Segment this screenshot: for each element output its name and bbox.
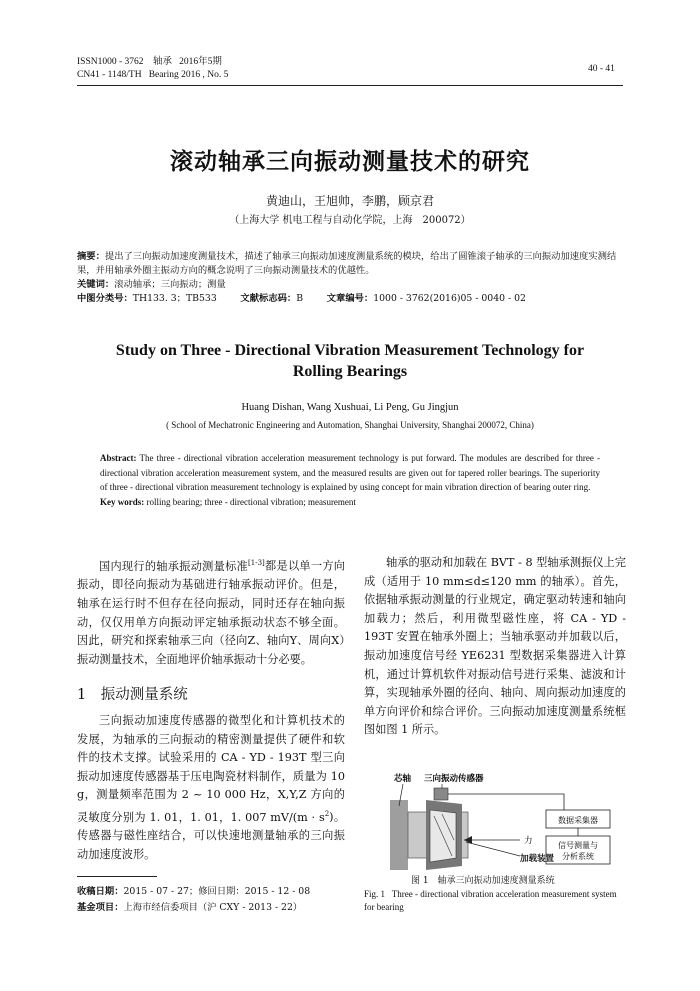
label-loading-device: 加载装置 (520, 854, 555, 864)
journal-name-cn: 轴承 (153, 57, 173, 67)
header-rule (77, 85, 623, 86)
keywords-en-label: Key words: (100, 496, 145, 507)
authors-cn: 黄迪山，王旭帅，李鹏，顾京君 (265, 194, 434, 208)
section-1-heading: 1 振动测量系统 (77, 687, 188, 703)
journal-header-left (77, 56, 228, 82)
signal-wire (448, 794, 564, 810)
figure-1-caption-en-text: Three - directional vibration acceleration measurement system for bearing (364, 889, 617, 912)
abstract-cn-label: 摘要： (77, 251, 105, 262)
box-analysis-label-1: 信号测量与 (558, 841, 598, 850)
intro-text-a: 国内现行的轴承振动测量标准 (99, 559, 249, 573)
clc-value: TH133. 3；TB533 (132, 293, 217, 304)
figure-1-caption-en (364, 888, 626, 914)
right-paragraph-text: 轴承的驱动和加载在 BVT - 8 型轴承测振仪上完成（适用于 10 mm≤d≤120 mm 的轴承）。首先，依据轴承振动测量的行业规定，确定驱动转速和轴向加载力；然后，利用微型磁性座，将 CA - YD - 193T 安置在轴承外圈上；当轴承驱动并加载以后，振动加速度信号经 YE6231 型数据采集器进入计算机，通过计算机软件对振动信号进行采集、滤波和计算，实现轴承外圈的径向、轴向、周向振动加速度的单方向评价和综合评价。三向振动加速度测量系统框图如图 1 所示。 (364, 556, 626, 737)
footnote (77, 884, 310, 916)
figure-1-caption-cn: 图 1 轴承三向振动加速度测量系统 (411, 876, 555, 886)
article-no-label: 文章编号： (326, 293, 374, 304)
loading-leader (464, 840, 524, 860)
sensor-block (434, 788, 448, 800)
label-sensor: 三向振动传感器 (424, 774, 484, 784)
box-data-collector-label: 数据采集器 (558, 816, 598, 825)
intro-paragraph (77, 554, 345, 669)
footnote-rule (77, 876, 157, 877)
cn-number: CN41 - 1148/TH (77, 70, 142, 80)
doc-code-value: B (296, 293, 304, 304)
issue-cn: 2016年5期 (179, 57, 222, 67)
authors-en: Huang Dishan, Wang Xushuai, Li Peng, Gu Jingjun (241, 402, 459, 413)
box-analysis-label-2: 分析系统 (562, 852, 594, 861)
spindle-left (390, 800, 408, 870)
title-cn: 滚动轴承三向振动测量技术的研究 (170, 148, 530, 175)
title-en-line2: Rolling Bearings (292, 363, 408, 380)
label-spindle: 芯轴 (394, 774, 412, 784)
page-range: 40 - 41 (588, 64, 615, 74)
issn: ISSN1000 - 3762 (77, 57, 144, 67)
force-label: 力 (524, 836, 533, 846)
abstract-cn-text: 提出了三向振动加速度测量技术，描述了轴承三向振动加速度测量系统的模块，给出了圆锥滚子轴承的三向振动加速度实测结果，并用轴承外圈主振动方向的概念说明了三向振动测量技术的优越性。 (77, 251, 617, 276)
section-1-paragraph (77, 712, 345, 864)
fund-label: 基金项目： (77, 902, 124, 913)
keywords-en: rolling bearing; three - directional vibration; measurement (144, 496, 356, 507)
abstract-en (100, 451, 600, 509)
affiliation-cn: （上海大学 机电工程与自动化学院，上海 200072） (229, 215, 471, 226)
title-en (60, 340, 640, 382)
article-no-value: 1000 - 3762(2016)05 - 0040 - 02 (373, 293, 526, 304)
doc-code-label: 文献标志码： (240, 293, 297, 304)
abstract-en-label: Abstract: (100, 453, 137, 463)
intro-ref: [1-3] (248, 559, 265, 567)
keywords-cn-label: 关键词： (77, 279, 115, 290)
title-en-line1: Study on Three - Directional Vibration Measurement Technology for (115, 342, 585, 359)
sec1-sup: 2 (324, 809, 330, 818)
intro-text-b: 都是以单一方向振动，即径向振动为基础进行轴承振动评价。但是，轴承在运行时不但存在径向振动，同时还存在轴向振动，仅仅用单方向振动评定轴承振动状态不够全面。因此，研究和探索轴承三向（径向Z、轴向Y、周向X）振动测量技术，全面地评价轴承振动十分必要。 (77, 559, 345, 666)
figure-1-label-en: Fig. 1 (364, 889, 386, 899)
abstract-en-text: The three - directional vibration acceleration measurement technology is put forward. The modules are described for three - directional vibration acceleration measurement system, and the measured results are given out for tapered roller bearings. The superiority of three - directional vibration measurement technology is explained by using concept for main vibration direction of bearing outer ring. (100, 453, 600, 492)
clc-label: 中图分类号： (77, 293, 133, 304)
sec1-text-a: 三向振动加速度传感器的微型化和计算机技术的发展，为轴承的三向振动的精密测量提供了硬件和软件的技术支撑。试验采用的 CA - YD - 193T 型三向振动加速度传感器基于压电陶瓷材料制作，质量为 10 g，测量频率范围为 2 ~ 10 000 Hz，X,Y,Z 方向的灵敏度分别为 1. 01，1. 01，1. 007 mV/(m · s (77, 714, 345, 824)
keywords-cn: 滚动轴承；三向振动；测量 (114, 279, 226, 290)
sec1-text-b: )。传感器与磁性座结合，可以快速地测量轴承的三向振动加速度波形。 (77, 810, 346, 861)
right-paragraph (364, 554, 626, 740)
affiliation-en: ( School of Mechatronic Engineering and Automation, Shanghai University, Shanghai 200072, China) (166, 420, 534, 430)
journal-name-en: Bearing 2016 , No. 5 (148, 70, 229, 80)
received-date-label: 收稿日期： (77, 886, 124, 897)
fund-value: 上海市经信委项目（沪 CXY - 2013 - 22） (123, 902, 303, 913)
received-date: 2015 - 07 - 27；修回日期：2015 - 12 - 08 (123, 886, 311, 897)
abstract-cn (77, 250, 623, 306)
